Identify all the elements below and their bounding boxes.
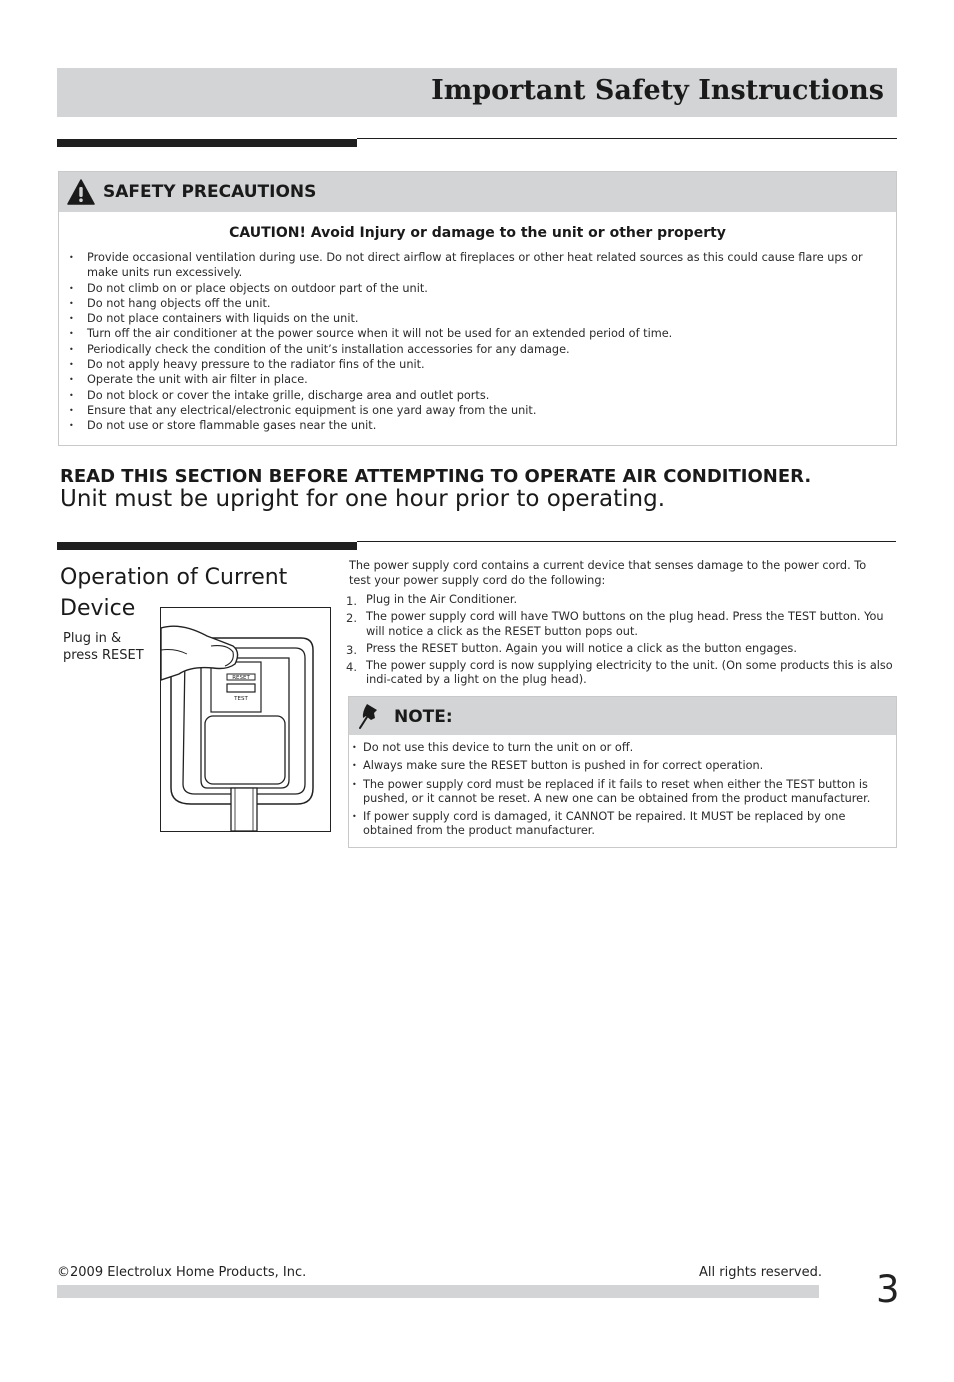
note-list-item bbox=[352, 810, 892, 839]
note-list-item bbox=[352, 778, 892, 807]
safety-list-item bbox=[69, 281, 895, 296]
bullet-icon: • bbox=[69, 405, 74, 415]
bullet-icon: • bbox=[69, 329, 74, 339]
safety-precautions-title: SAFETY PRECAUTIONS bbox=[103, 182, 317, 202]
safety-list-item bbox=[69, 388, 895, 403]
bullet-icon: • bbox=[352, 812, 357, 822]
safety-list-item bbox=[69, 372, 895, 387]
bullet-icon: • bbox=[69, 314, 74, 324]
safety-list-item bbox=[69, 418, 895, 433]
upright-notice: Unit must be upright for one hour prior to operating. bbox=[60, 486, 666, 512]
operation-title: Operation of Current Device bbox=[60, 565, 288, 621]
step-text: The power supply cord is now supplying electricity to the unit. (On some products this is also indi-cated by a light on the plug head). bbox=[366, 658, 893, 686]
step-number: 1. bbox=[346, 594, 357, 608]
title-bar bbox=[57, 68, 897, 117]
safety-list-item bbox=[69, 296, 895, 311]
copyright: ©2009 Electrolux Home Products, Inc. bbox=[57, 1265, 307, 1280]
operation-step bbox=[346, 610, 894, 639]
safety-list-item bbox=[69, 357, 895, 372]
bullet-icon: • bbox=[352, 779, 357, 789]
note-list-item-text: If power supply cord is damaged, it CANNOT be repaired. It MUST be replaced by one obtained from the product manufacturer. bbox=[363, 810, 846, 838]
section-rule-thick bbox=[57, 139, 357, 147]
footer-bar bbox=[57, 1285, 819, 1298]
safety-list-item bbox=[69, 311, 895, 326]
bullet-icon: • bbox=[352, 743, 357, 752]
safety-list-item-text: Do not apply heavy pressure to the radiator fins of the unit. bbox=[87, 358, 425, 372]
section-rule-thick bbox=[57, 542, 357, 550]
note-list-item-text: Do not use this device to turn the unit on or off. bbox=[363, 741, 634, 754]
section-rule-thin bbox=[357, 138, 897, 139]
operation-intro: The power supply cord contains a current device that senses damage to the power cord. To test your power supply cord do the following: bbox=[349, 559, 867, 587]
note-list bbox=[352, 741, 892, 843]
note-list-item-text: Always make sure the RESET button is pushed in for correct operation. bbox=[363, 759, 764, 773]
note-list-item bbox=[352, 741, 892, 755]
step-text: Plug in the Air Conditioner. bbox=[366, 593, 518, 606]
operation-steps bbox=[346, 593, 894, 690]
safety-list bbox=[69, 250, 895, 434]
reset-label: RESET bbox=[232, 675, 250, 681]
step-number: 3. bbox=[346, 642, 357, 657]
note-box bbox=[348, 696, 897, 848]
safety-precautions-header bbox=[59, 172, 896, 212]
plug-illustration bbox=[160, 607, 331, 832]
test-label: TEST bbox=[234, 696, 248, 702]
step-number: 2. bbox=[346, 611, 357, 625]
safety-list-item-text: Do not hang objects off the unit. bbox=[87, 296, 271, 310]
safety-list-item bbox=[69, 250, 895, 281]
figure-caption: Plug in & press RESET bbox=[63, 631, 144, 663]
step-text: The power supply cord will have TWO buttons on the plug head. Press the TEST button. You will notice a click as the RESET button pops out. bbox=[366, 610, 884, 638]
operation-step bbox=[346, 593, 894, 608]
safety-list-item bbox=[69, 403, 895, 418]
safety-list-item-text: Periodically check the condition of the unit’s installation accessories for any damage. bbox=[87, 342, 570, 356]
bullet-icon: • bbox=[69, 283, 74, 293]
step-text: Press the RESET button. Again you will notice a click as the button engages. bbox=[366, 641, 797, 655]
safety-list-item-text: Do not climb on or place objects on outdoor part of the unit. bbox=[87, 281, 428, 295]
bullet-icon: • bbox=[69, 390, 74, 400]
safety-list-item-text: Provide occasional ventilation during use. Do not direct airflow at fireplaces or other heat related sources as this could cause flare ups or make units run excessively. bbox=[87, 251, 863, 280]
safety-list-item-text: Do not use or store flammable gases near the unit. bbox=[87, 419, 377, 433]
warning-icon bbox=[67, 179, 95, 205]
note-list-item bbox=[352, 759, 892, 773]
section-rule-thin bbox=[357, 541, 896, 542]
safety-list-item bbox=[69, 326, 895, 341]
plug-drawing bbox=[161, 608, 330, 831]
operation-step bbox=[346, 659, 894, 688]
note-list-item-text: The power supply cord must be replaced if it fails to reset when either the TEST button is pushed, or it cannot be reset. A new one can be obtained from the product manufacturer. bbox=[363, 777, 871, 805]
safety-list-item-text: Do not block or cover the intake grille, discharge area and outlet ports. bbox=[87, 388, 490, 402]
step-number: 4. bbox=[346, 659, 357, 674]
caution-text: CAUTION! Avoid Injury or damage to the unit or other property bbox=[229, 225, 726, 241]
bullet-icon: • bbox=[69, 421, 74, 431]
bullet-icon: • bbox=[69, 253, 74, 262]
bullet-icon: • bbox=[69, 375, 74, 385]
note-title: NOTE: bbox=[394, 707, 453, 727]
page-title: Important Safety Instructions bbox=[431, 75, 884, 106]
bullet-icon: • bbox=[352, 761, 357, 771]
safety-list-item bbox=[69, 342, 895, 357]
page-number: 3 bbox=[876, 1268, 900, 1311]
safety-list-item-text: Operate the unit with air filter in place. bbox=[87, 373, 308, 387]
safety-precautions-box bbox=[58, 171, 897, 446]
note-header bbox=[349, 697, 896, 735]
safety-list-item-text: Turn off the air conditioner at the power source when it will not be used for an extended period of time. bbox=[87, 327, 673, 341]
bullet-icon: • bbox=[69, 344, 74, 354]
safety-list-item-text: Ensure that any electrical/electronic equipment is one yard away from the unit. bbox=[87, 403, 537, 417]
bullet-icon: • bbox=[69, 360, 74, 370]
safety-list-item-text: Do not place containers with liquids on the unit. bbox=[87, 312, 359, 326]
operation-step bbox=[346, 642, 894, 657]
rights-reserved: All rights reserved. bbox=[699, 1265, 822, 1280]
pushpin-icon bbox=[358, 702, 382, 730]
read-section-heading: READ THIS SECTION BEFORE ATTEMPTING TO OPERATE AIR CONDITIONER. bbox=[60, 466, 812, 487]
bullet-icon: • bbox=[69, 298, 74, 308]
